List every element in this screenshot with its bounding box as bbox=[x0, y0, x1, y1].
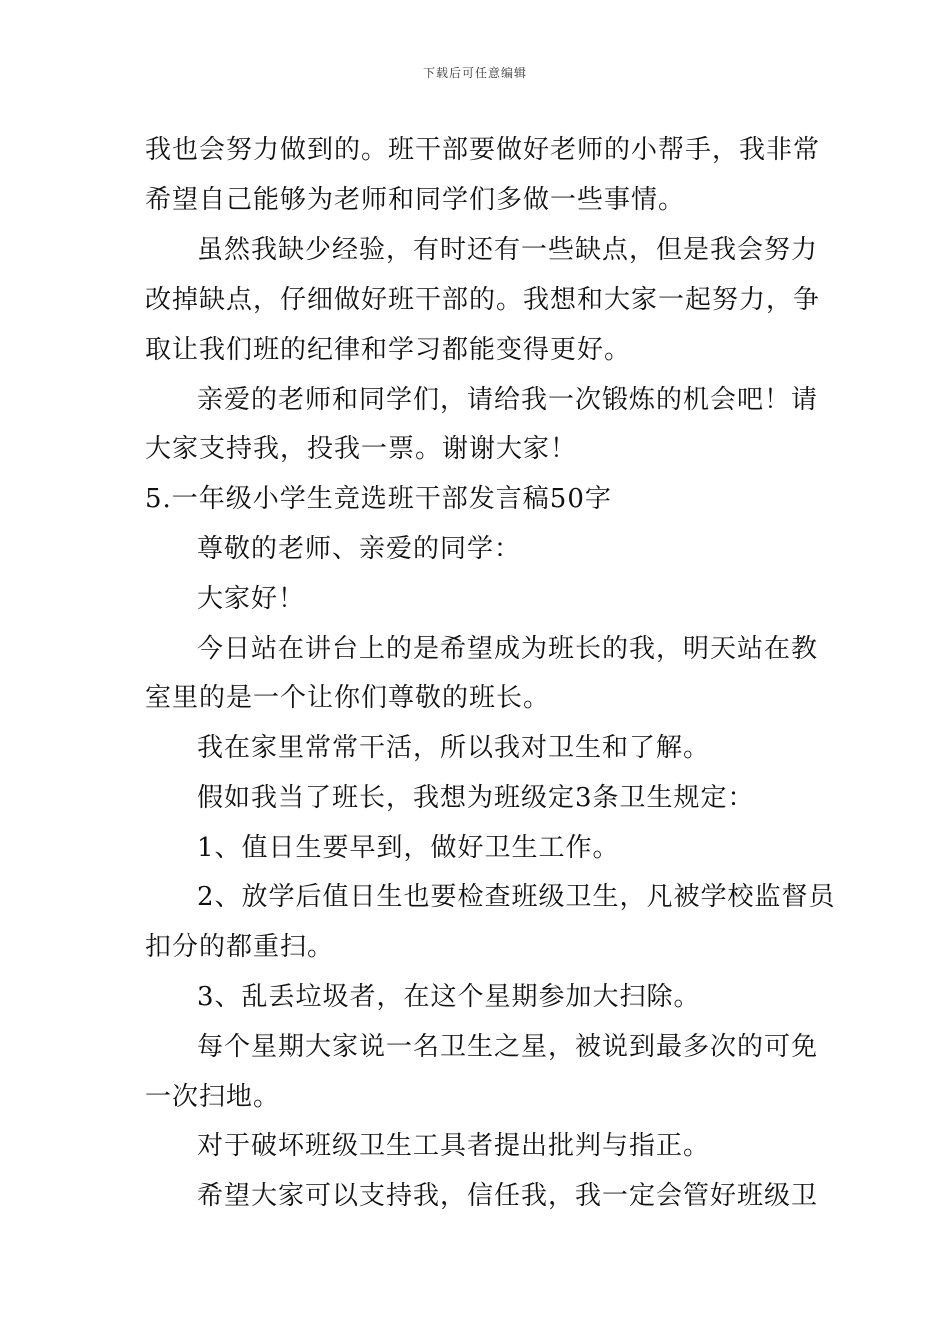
text-line: 1、值日生要早到，做好卫生工作。 bbox=[197, 833, 620, 863]
text-line: 假如我当了班长，我想为班级定3条卫生规定： bbox=[197, 783, 755, 813]
text-line: 尊敬的老师、亲爱的同学： bbox=[197, 534, 522, 564]
page-header: 下载后可任意编辑 bbox=[422, 66, 527, 80]
text-line: 3、乱丢垃圾者，在这个星期参加大扫除。 bbox=[197, 982, 701, 1012]
text-line: 大家支持我，投我一票。谢谢大家！ bbox=[145, 434, 578, 464]
text-line: 一次扫地。 bbox=[145, 1082, 281, 1112]
text-line: 改掉缺点，仔细做好班干部的。我想和大家一起努力，争 bbox=[145, 285, 821, 315]
text-line: 取让我们班的纪律和学习都能变得更好。 bbox=[145, 335, 632, 365]
text-line: 虽然我缺少经验，有时还有一些缺点，但是我会努力 bbox=[197, 235, 819, 265]
text-line: 希望大家可以支持我，信任我，我一定会管好班级卫 bbox=[197, 1181, 819, 1211]
text-line: 希望自己能够为老师和同学们多做一些事情。 bbox=[145, 185, 686, 215]
text-line: 我也会努力做到的。班干部要做好老师的小帮手，我非常 bbox=[145, 135, 821, 165]
text-line: 今日站在讲台上的是希望成为班长的我，明天站在教 bbox=[197, 634, 819, 664]
section-heading: 5.一年级小学生竞选班干部发言稿50字 bbox=[145, 484, 612, 514]
text-line: 我在家里常常干活，所以我对卫生和了解。 bbox=[197, 733, 711, 763]
text-line: 室里的是一个让你们尊敬的班长。 bbox=[145, 683, 551, 713]
text-line: 每个星期大家说一名卫生之星，被说到最多次的可免 bbox=[197, 1032, 819, 1062]
text-line: 大家好！ bbox=[197, 584, 306, 614]
text-line: 亲爱的老师和同学们，请给我一次锻炼的机会吧！请 bbox=[197, 385, 819, 415]
text-line: 对于破坏班级卫生工具者提出批判与指正。 bbox=[197, 1131, 711, 1161]
text-line: 2、放学后值日生也要检查班级卫生，凡被学校监督员 bbox=[197, 882, 836, 912]
text-line: 扣分的都重扫。 bbox=[145, 932, 335, 962]
